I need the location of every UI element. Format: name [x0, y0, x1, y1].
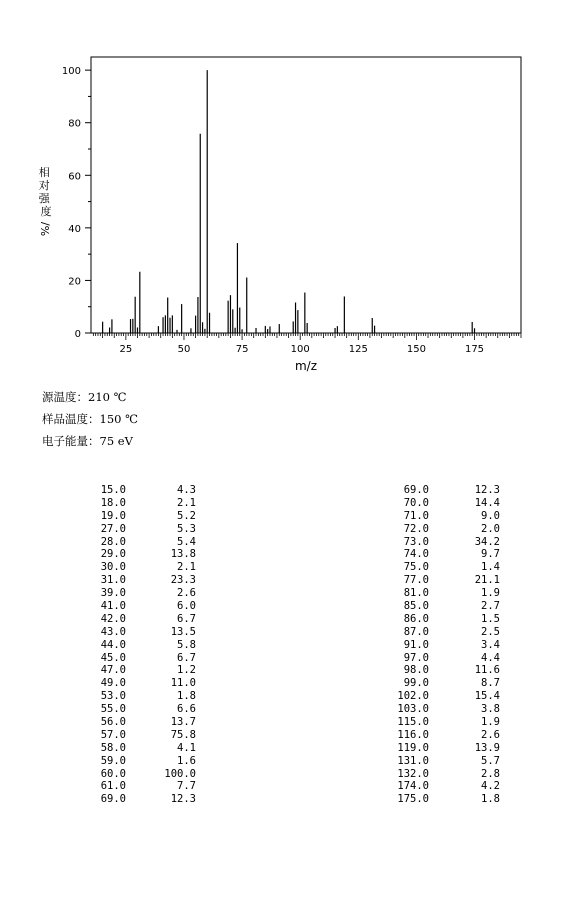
- mz-value: 103.0: [397, 703, 429, 716]
- peak-bars: [103, 70, 475, 333]
- y-tick-label: 20: [68, 276, 81, 288]
- abundance-value: 6.7: [177, 612, 196, 625]
- abundance-value: 3.4: [481, 638, 500, 651]
- abundance-value: 11.0: [170, 677, 196, 690]
- peak-table-right: [0, 484, 570, 806]
- mz-value: 31.0: [100, 574, 126, 587]
- abundance-value: 2.8: [481, 767, 500, 780]
- mz-value: 72.0: [403, 522, 429, 535]
- abundance-value: 14.4: [474, 496, 500, 509]
- mz-value: 91.0: [403, 638, 429, 651]
- mass-spectrum-chart: [0, 0, 570, 380]
- x-tick-label: 175: [464, 344, 485, 355]
- y-tick-label: 60: [68, 171, 81, 183]
- mz-value: 75.0: [403, 561, 429, 574]
- mz-value: 115.0: [397, 716, 429, 729]
- electron-energy: 电子能量：75 eV: [42, 434, 133, 448]
- table-row: [0, 793, 570, 806]
- abundance-value: 12.3: [474, 484, 500, 496]
- x-tick-label: 50: [177, 344, 191, 355]
- y-axis: [62, 66, 91, 340]
- abundance-value: 5.7: [481, 754, 500, 767]
- table-row: [0, 497, 570, 510]
- mz-value: 47.0: [100, 664, 126, 677]
- abundance-value: 2.5: [481, 625, 500, 638]
- abundance-value: 2.1: [177, 496, 196, 509]
- mz-value: 41.0: [100, 600, 126, 613]
- mz-value: 29.0: [100, 548, 126, 561]
- abundance-value: 4.3: [177, 484, 196, 496]
- mz-value: 98.0: [403, 664, 429, 677]
- mz-value: 102.0: [397, 690, 429, 703]
- abundance-value: 11.6: [474, 664, 500, 677]
- mz-value: 27.0: [100, 522, 126, 535]
- mz-value: 87.0: [403, 625, 429, 638]
- abundance-value: 1.8: [481, 793, 500, 806]
- table-row: [0, 510, 570, 523]
- mz-value: 86.0: [403, 612, 429, 625]
- table-row: [0, 600, 570, 613]
- mz-value: 132.0: [397, 767, 429, 780]
- mz-value: 30.0: [100, 561, 126, 574]
- table-row: [0, 587, 570, 600]
- abundance-value: 5.2: [177, 509, 196, 522]
- mz-value: 60.0: [100, 767, 126, 780]
- mz-value: 56.0: [100, 716, 126, 729]
- abundance-value: 6.6: [177, 703, 196, 716]
- mz-value: 99.0: [403, 677, 429, 690]
- abundance-value: 2.6: [177, 587, 196, 600]
- y-tick-label: 40: [68, 223, 81, 235]
- abundance-value: 4.1: [177, 741, 196, 754]
- y-axis-label-unit: %/: [39, 221, 52, 237]
- table-row: [0, 780, 570, 793]
- abundance-value: 34.2: [474, 535, 500, 548]
- mz-value: 45.0: [100, 651, 126, 664]
- abundance-value: 1.6: [177, 754, 196, 767]
- x-tick-label: 150: [406, 344, 426, 355]
- mz-value: 57.0: [100, 728, 126, 741]
- abundance-value: 13.9: [474, 741, 500, 754]
- mz-value: 58.0: [100, 741, 126, 754]
- table-row: [0, 677, 570, 690]
- table-row: [0, 768, 570, 781]
- abundance-value: 4.4: [481, 651, 500, 664]
- abundance-value: 13.8: [170, 548, 196, 561]
- mz-value: 116.0: [397, 728, 429, 741]
- mz-value: 55.0: [100, 703, 126, 716]
- abundance-value: 13.5: [170, 625, 196, 638]
- abundance-value: 2.1: [177, 561, 196, 574]
- abundance-value: 75.8: [170, 728, 196, 741]
- mz-value: 19.0: [100, 509, 126, 522]
- abundance-value: 1.8: [177, 690, 196, 703]
- sample-temperature: 样品温度：150 ℃: [42, 412, 138, 426]
- mz-value: 59.0: [100, 754, 126, 767]
- x-axis-label: m/z: [294, 359, 318, 373]
- table-row: [0, 639, 570, 652]
- table-row: [0, 716, 570, 729]
- abundance-value: 6.7: [177, 651, 196, 664]
- mz-value: 42.0: [100, 612, 126, 625]
- mz-value: 39.0: [100, 587, 126, 600]
- table-row: [0, 742, 570, 755]
- abundance-value: 3.8: [481, 703, 500, 716]
- abundance-value: 100.0: [164, 767, 196, 780]
- table-row: [0, 664, 570, 677]
- mz-value: 97.0: [403, 651, 429, 664]
- abundance-value: 1.5: [481, 612, 500, 625]
- mz-value: 49.0: [100, 677, 126, 690]
- mz-value: 174.0: [397, 780, 429, 793]
- abundance-value: 13.7: [170, 716, 196, 729]
- abundance-value: 1.9: [481, 716, 500, 729]
- abundance-value: 5.8: [177, 638, 196, 651]
- table-row: [0, 536, 570, 549]
- table-row: [0, 561, 570, 574]
- mz-value: 70.0: [403, 496, 429, 509]
- table-row: [0, 548, 570, 561]
- plot-frame: [91, 57, 521, 333]
- abundance-value: 1.4: [481, 561, 500, 574]
- abundance-value: 2.6: [481, 728, 500, 741]
- abundance-value: 21.1: [474, 574, 500, 587]
- y-tick-label: 0: [74, 329, 81, 340]
- abundance-value: 7.7: [177, 780, 196, 793]
- y-tick-label: 100: [61, 66, 81, 78]
- abundance-value: 23.3: [170, 574, 196, 587]
- mz-value: 61.0: [100, 780, 126, 793]
- abundance-value: 1.2: [177, 664, 196, 677]
- table-row: [0, 690, 570, 703]
- table-row: [0, 626, 570, 639]
- abundance-value: 2.0: [481, 522, 500, 535]
- x-tick-label: 25: [119, 344, 133, 355]
- mz-value: 69.0: [100, 793, 126, 806]
- table-row: [0, 574, 570, 587]
- abundance-value: 6.0: [177, 600, 196, 613]
- x-tick-label: 75: [235, 344, 249, 355]
- mz-value: 85.0: [403, 600, 429, 613]
- mz-value: 74.0: [403, 548, 429, 561]
- mz-value: 73.0: [403, 535, 429, 548]
- table-row: [0, 755, 570, 768]
- x-tick-label: 100: [290, 344, 310, 355]
- x-axis: [93, 333, 521, 355]
- table-row: [0, 652, 570, 665]
- table-row: [0, 523, 570, 536]
- table-row: [0, 703, 570, 716]
- mz-value: 44.0: [100, 638, 126, 651]
- table-row: [0, 729, 570, 742]
- mz-value: 175.0: [397, 793, 429, 806]
- abundance-value: 8.7: [481, 677, 500, 690]
- y-axis-label-chars: 相 对 强 度: [38, 166, 52, 218]
- x-tick-label: 125: [348, 344, 368, 355]
- table-row: [0, 484, 570, 497]
- mz-value: 15.0: [100, 484, 126, 496]
- mz-value: 53.0: [100, 690, 126, 703]
- mz-value: 18.0: [100, 496, 126, 509]
- abundance-value: 5.3: [177, 522, 196, 535]
- y-tick-label: 80: [68, 118, 81, 130]
- source-temperature: 源温度：210 ℃: [42, 390, 127, 404]
- abundance-value: 9.7: [481, 548, 500, 561]
- abundance-value: 4.2: [481, 780, 500, 793]
- abundance-value: 2.7: [481, 600, 500, 613]
- abundance-value: 5.4: [177, 535, 196, 548]
- mz-value: 119.0: [397, 741, 429, 754]
- mz-value: 81.0: [403, 587, 429, 600]
- abundance-value: 9.0: [481, 509, 500, 522]
- mz-value: 71.0: [403, 509, 429, 522]
- mz-value: 77.0: [403, 574, 429, 587]
- mz-value: 131.0: [397, 754, 429, 767]
- abundance-value: 15.4: [474, 690, 500, 703]
- table-row: [0, 613, 570, 626]
- mz-value: 28.0: [100, 535, 126, 548]
- abundance-value: 1.9: [481, 587, 500, 600]
- mz-value: 69.0: [403, 484, 429, 496]
- abundance-value: 12.3: [170, 793, 196, 806]
- mz-value: 43.0: [100, 625, 126, 638]
